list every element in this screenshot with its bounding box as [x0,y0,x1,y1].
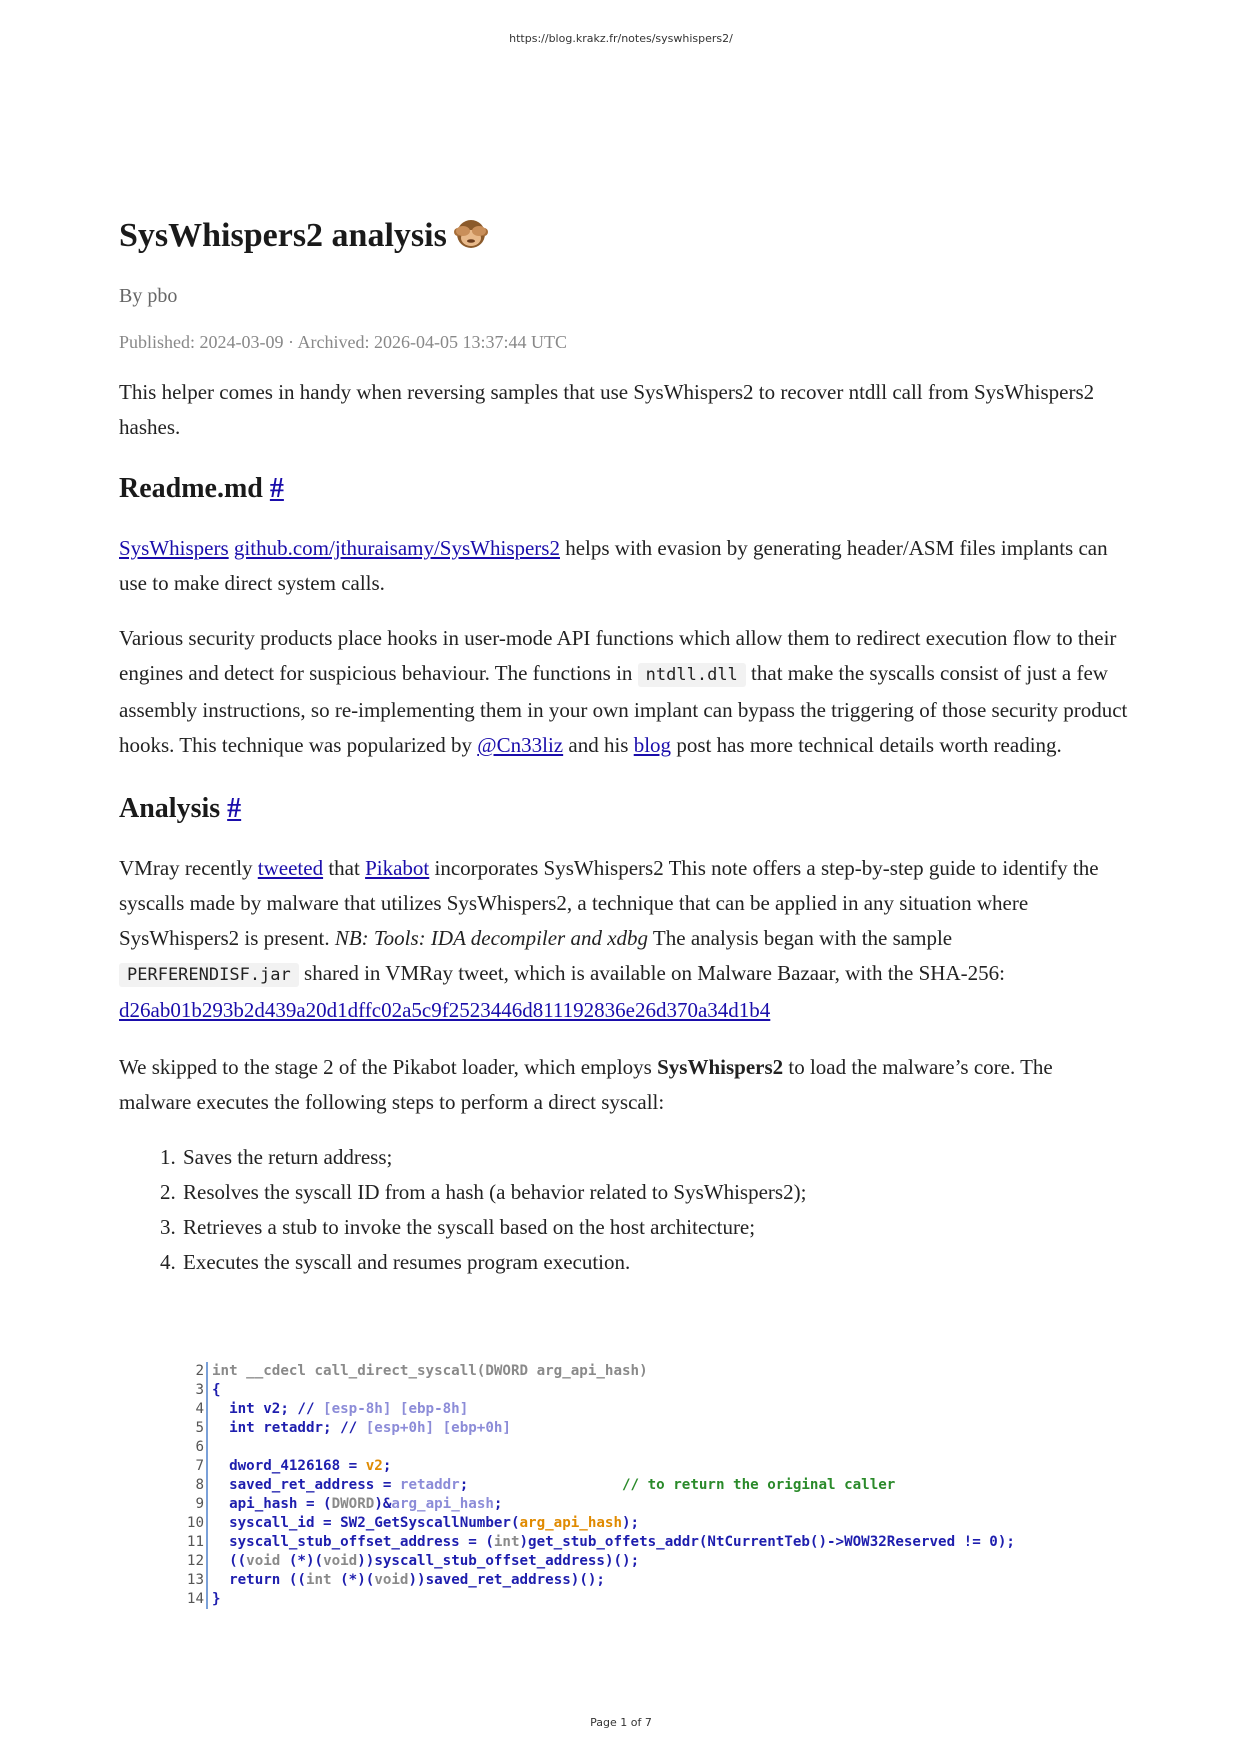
code-line: 5 int retaddr; // [esp+0h] [ebp+0h] [195,1420,511,1436]
analysis-paragraph-1: VMray recently tweeted that Pikabot incorporates SysWhispers2 This note offers a step-by-step guide to identify the syscalls made by malware that utilizes SysWhispers2, a technique that can be applied in any situation where SysWhispers2 is present. NB: Tools: IDA decompiler and xdbg The analysis began with the sample PERFERENDISF.jar shared in VMRay tweet, which is available on Malware Bazaar, with the SHA-256: d26ab01b293b2d439a20d1dffc02a5c9f2523446d811192836e26d370a34d1b4 [119,856,1099,1022]
code-line: 11 syscall_stub_offset_address = ( int )get_stub_offets_addr(NtCurrentTeb()->WOW32Reserved != 0); [186,1534,1015,1550]
readme-anchor-link[interactable]: # [269,473,284,504]
analysis-anchor-link[interactable]: # [227,793,242,824]
byline: By pbo [119,285,178,307]
cn33liz-link[interactable]: @Cn33liz [477,733,564,757]
analysis-paragraph-2: We skipped to the stage 2 of the Pikabot loader, which employs SysWhispers2 to load the malware’s core. The malware executes the following steps to perform a direct syscall: [119,1055,1053,1114]
code-line: 10 syscall_id = SW2_GetSyscallNumber( arg_api_hash ); [186,1515,640,1531]
decompiled-code-screenshot [182,1362,1112,1616]
list-item: 4. Executes the syscall and resumes program execution. [181,1245,1129,1280]
code-line: 14 } [186,1591,221,1607]
analysis-heading: Analysis # [119,793,242,824]
page-title: SysWhispers2 analysis [119,212,1129,260]
readme-paragraph-1: SysWhispers github.com/jthuraisamy/SysWhispers2 helps with evasion by generating header/ASM files implants can use to make direct system calls. [119,536,1108,595]
syswhispers-link[interactable]: SysWhispers [119,536,229,560]
see-no-evil-monkey-icon [453,215,489,251]
code-line: 4 int v2; // [esp-8h] [ebp-8h] [195,1401,469,1417]
sample-filename-code: PERFERENDISF.jar [119,963,299,987]
code-line: 13 return (( int (*)( void ))saved_ret_address)(); [186,1572,605,1588]
code-line: 9 api_hash = ( DWORD )& arg_api_hash ; [195,1496,503,1512]
publish-meta: Published: 2024-03-09 · Archived: 2026-04-05 13:37:44 UTC [119,332,567,352]
code-line: 12 (( void (*)( void ))syscall_stub_offset_address)(); [186,1553,640,1569]
list-item: 2. Resolves the syscall ID from a hash (a behavior related to SysWhispers2); [181,1175,1129,1210]
code-line: 6 [182,1438,1112,1457]
steps-list [119,1140,1129,1280]
code-line: 3 { [195,1382,221,1398]
list-item: 3. Retrieves a stub to invoke the syscall based on the host architecture; [181,1210,1129,1245]
page-url: https://blog.krakz.fr/notes/syswhispers2/ [509,32,733,45]
readme-heading: Readme.md # [119,473,284,504]
sha256-link[interactable]: d26ab01b293b2d439a20d1dffc02a5c9f2523446d811192836e26d370a34d1b4 [119,998,771,1022]
readme-paragraph-2: Various security products place hooks in user-mode API functions which allow them to redirect execution flow to their engines and detect for suspicious behaviour. The functions in ntdll.dll that make the syscalls consist of just a few assembly instructions, so re-implementing them in your own implant can bypass the triggering of those security product hooks. This technique was popularized by @Cn33liz and his blog post has more technical details worth reading. [119,626,1128,757]
intro-paragraph: This helper comes in handy when reversing samples that use SysWhispers2 to recover ntdll call from SysWhispers2 hashes. [119,380,1095,439]
github-link[interactable]: github.com/jthuraisamy/SysWhispers2 [233,536,560,560]
ntdll-code: ntdll.dll [638,663,746,687]
code-line: 7 dword_4126168 = v2 ; [195,1458,392,1474]
pikabot-link[interactable]: Pikabot [365,856,430,880]
code-line: 2 int __cdecl call_direct_syscall( DWORD arg_api_hash) [195,1363,648,1379]
page-footer: Page 1 of 7 [590,1716,652,1729]
blog-link[interactable]: blog [633,733,672,757]
tweeted-link[interactable]: tweeted [257,856,324,880]
code-line: 8 saved_ret_address = retaddr ; // to return the original caller [195,1477,896,1493]
article [119,212,1129,1280]
list-item: 1. Saves the return address; [181,1140,1129,1175]
